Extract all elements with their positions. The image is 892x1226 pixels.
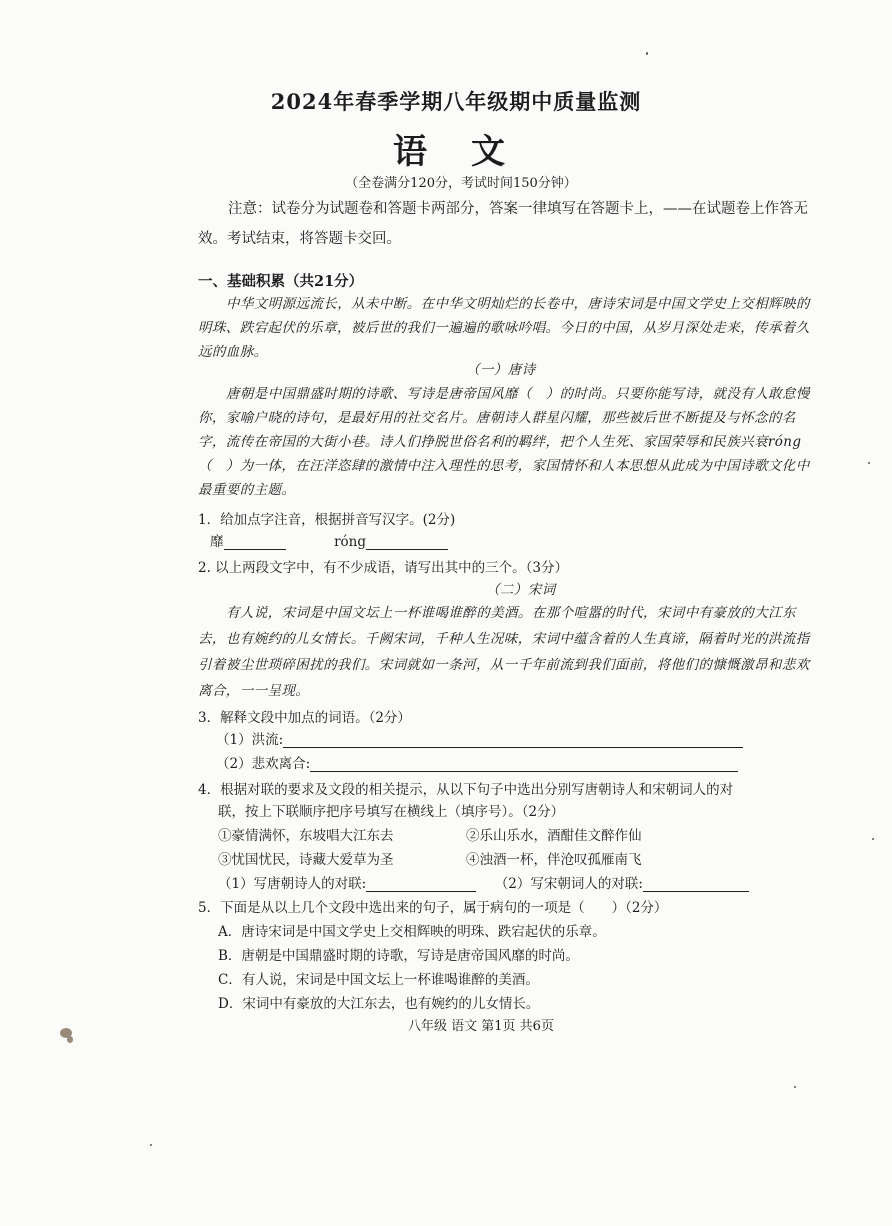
question-1-answer-row (210, 530, 448, 550)
question-4-line-2: 联，按上下联顺序把序号填写在横线上（填序号）。（2分） (218, 804, 565, 820)
q4-option-1: ①豪情满怀，东坡唱大江东去 (218, 828, 394, 844)
q4-option-3: ③忧国忧民，诗藏大爱草为圣 (218, 852, 394, 868)
q4-answer-label-b: （2）写宋朝词人的对联: (494, 876, 643, 892)
question-3-item-1 (216, 728, 743, 748)
q3-term-1: （1）洪流: (216, 732, 284, 748)
q5-option-b: B．唐朝是中国鼎盛时期的诗歌，写诗是唐帝国风靡的时尚。 (218, 948, 579, 964)
question-1: 1．给加点字注音，根据拼音写汉字。(2分) (198, 512, 456, 528)
scan-mark (67, 1036, 73, 1043)
q1-answer-line-a[interactable] (224, 535, 286, 550)
q1-pinyin: róng (334, 534, 367, 550)
q3-answer-line-2[interactable] (310, 757, 738, 772)
section-heading: 一、基础积累（共21分） (198, 273, 364, 290)
exam-score-time-note: （全卷满分120分，考试时间150分钟） (345, 176, 577, 191)
question-3-item-2 (216, 752, 738, 772)
intro-paragraph: 中华文明源远流长，从未中断。在中华文明灿烂的长卷中，唐诗宋词是中国文学史上交相辉映的明珠、跌宕起伏的乐章，被后世的我们一遍遍的歌咏吟唱。今日的中国，从岁月深处走来，传承着久远的血脉。 (198, 296, 810, 360)
exam-notice: 注意：试卷分为试题卷和答题卡两部分，答案一律填写在答题卡上，——在试题卷上作答无效。考试结束，将答题卡交回。 (198, 201, 808, 247)
q1-answer-line-b[interactable] (366, 535, 448, 550)
scan-dot (872, 838, 874, 840)
tang-poetry-paragraph: 唐朝是中国鼎盛时期的诗歌、写诗是唐帝国风靡（ ）的时尚。只要你能写诗，就没有人敢怠慢你，家喻户晓的诗句，是最好用的社交名片。唐朝诗人群星闪耀，那些被后世不断提及与怀念的名字，流传在帝国的大街小巷。诗人们挣脱世俗名利的羁绊，把个人生死、家国荣辱和民族兴衰róng（ ）为一体，在汪洋恣肆的激情中注入理性的思考，家国情怀和人本思想从此成为中国诗歌文化中最重要的主题。 (198, 386, 810, 498)
question-5: 5．下面是从以上几个文段中选出来的句子，属于病句的一项是（ ）（2分） (198, 900, 668, 916)
q4-answer-line-b[interactable] (643, 877, 749, 892)
q3-answer-line-1[interactable] (283, 733, 743, 748)
q4-answer-label-a: （1）写唐朝诗人的对联: (218, 876, 367, 892)
q1-character: 靡 (210, 534, 224, 550)
scan-dot (646, 52, 648, 55)
question-3: 3．解释文段中加点的词语。（2分） (198, 710, 411, 726)
scan-dot (794, 1086, 796, 1088)
question-4-answers (218, 872, 749, 892)
exam-title: 2024年春季学期八年级期中质量监测 (270, 89, 642, 114)
q5-option-c: C．有人说，宋词是中国文坛上一杯谁喝谁醉的美酒。 (218, 972, 539, 988)
subject-title: 语文 (393, 132, 549, 172)
q4-answer-line-a[interactable] (366, 877, 476, 892)
scan-dot (150, 1144, 152, 1146)
q4-option-4: ④浊酒一杯，伴沧叹孤雁南飞 (466, 852, 642, 868)
q3-term-2: （2）悲欢离合: (216, 756, 311, 772)
part1-title: （一）唐诗 (466, 362, 536, 378)
page-footer: 八年级 语文 第1页 共6页 (408, 1019, 554, 1034)
question-4-line-1: 4．根据对联的要求及文段的相关提示，从以下句子中选出分别写唐朝诗人和宋朝词人的对 (198, 782, 734, 798)
q4-option-2: ②乐山乐水，酒酣佳文醉作仙 (466, 828, 642, 844)
q5-option-d: D．宋词中有豪放的大江东去，也有婉约的儿女情长。 (218, 996, 540, 1012)
q5-option-a: A．唐诗宋词是中国文学史上交相辉映的明珠、跌宕起伏的乐章。 (218, 924, 606, 940)
part2-title: （二）宋词 (486, 582, 556, 598)
scan-dot (868, 462, 870, 464)
song-ci-paragraph: 有人说，宋词是中国文坛上一杯谁喝谁醉的美酒。在那个喧嚣的时代，宋词中有豪放的大江东去，也有婉约的儿女情长。千阙宋词，千种人生况味，宋词中蕴含着的人生真谛，隔着时光的洪流指引着被尘世琐碎困扰的我们。宋词就如一条河，从一千年前流到我们面前，将他们的慷慨激昂和悲欢离合，一一呈现。 (198, 605, 810, 699)
question-2: 2. 以上两段文字中，有不少成语，请写出其中的三个。（3分） (198, 560, 569, 576)
